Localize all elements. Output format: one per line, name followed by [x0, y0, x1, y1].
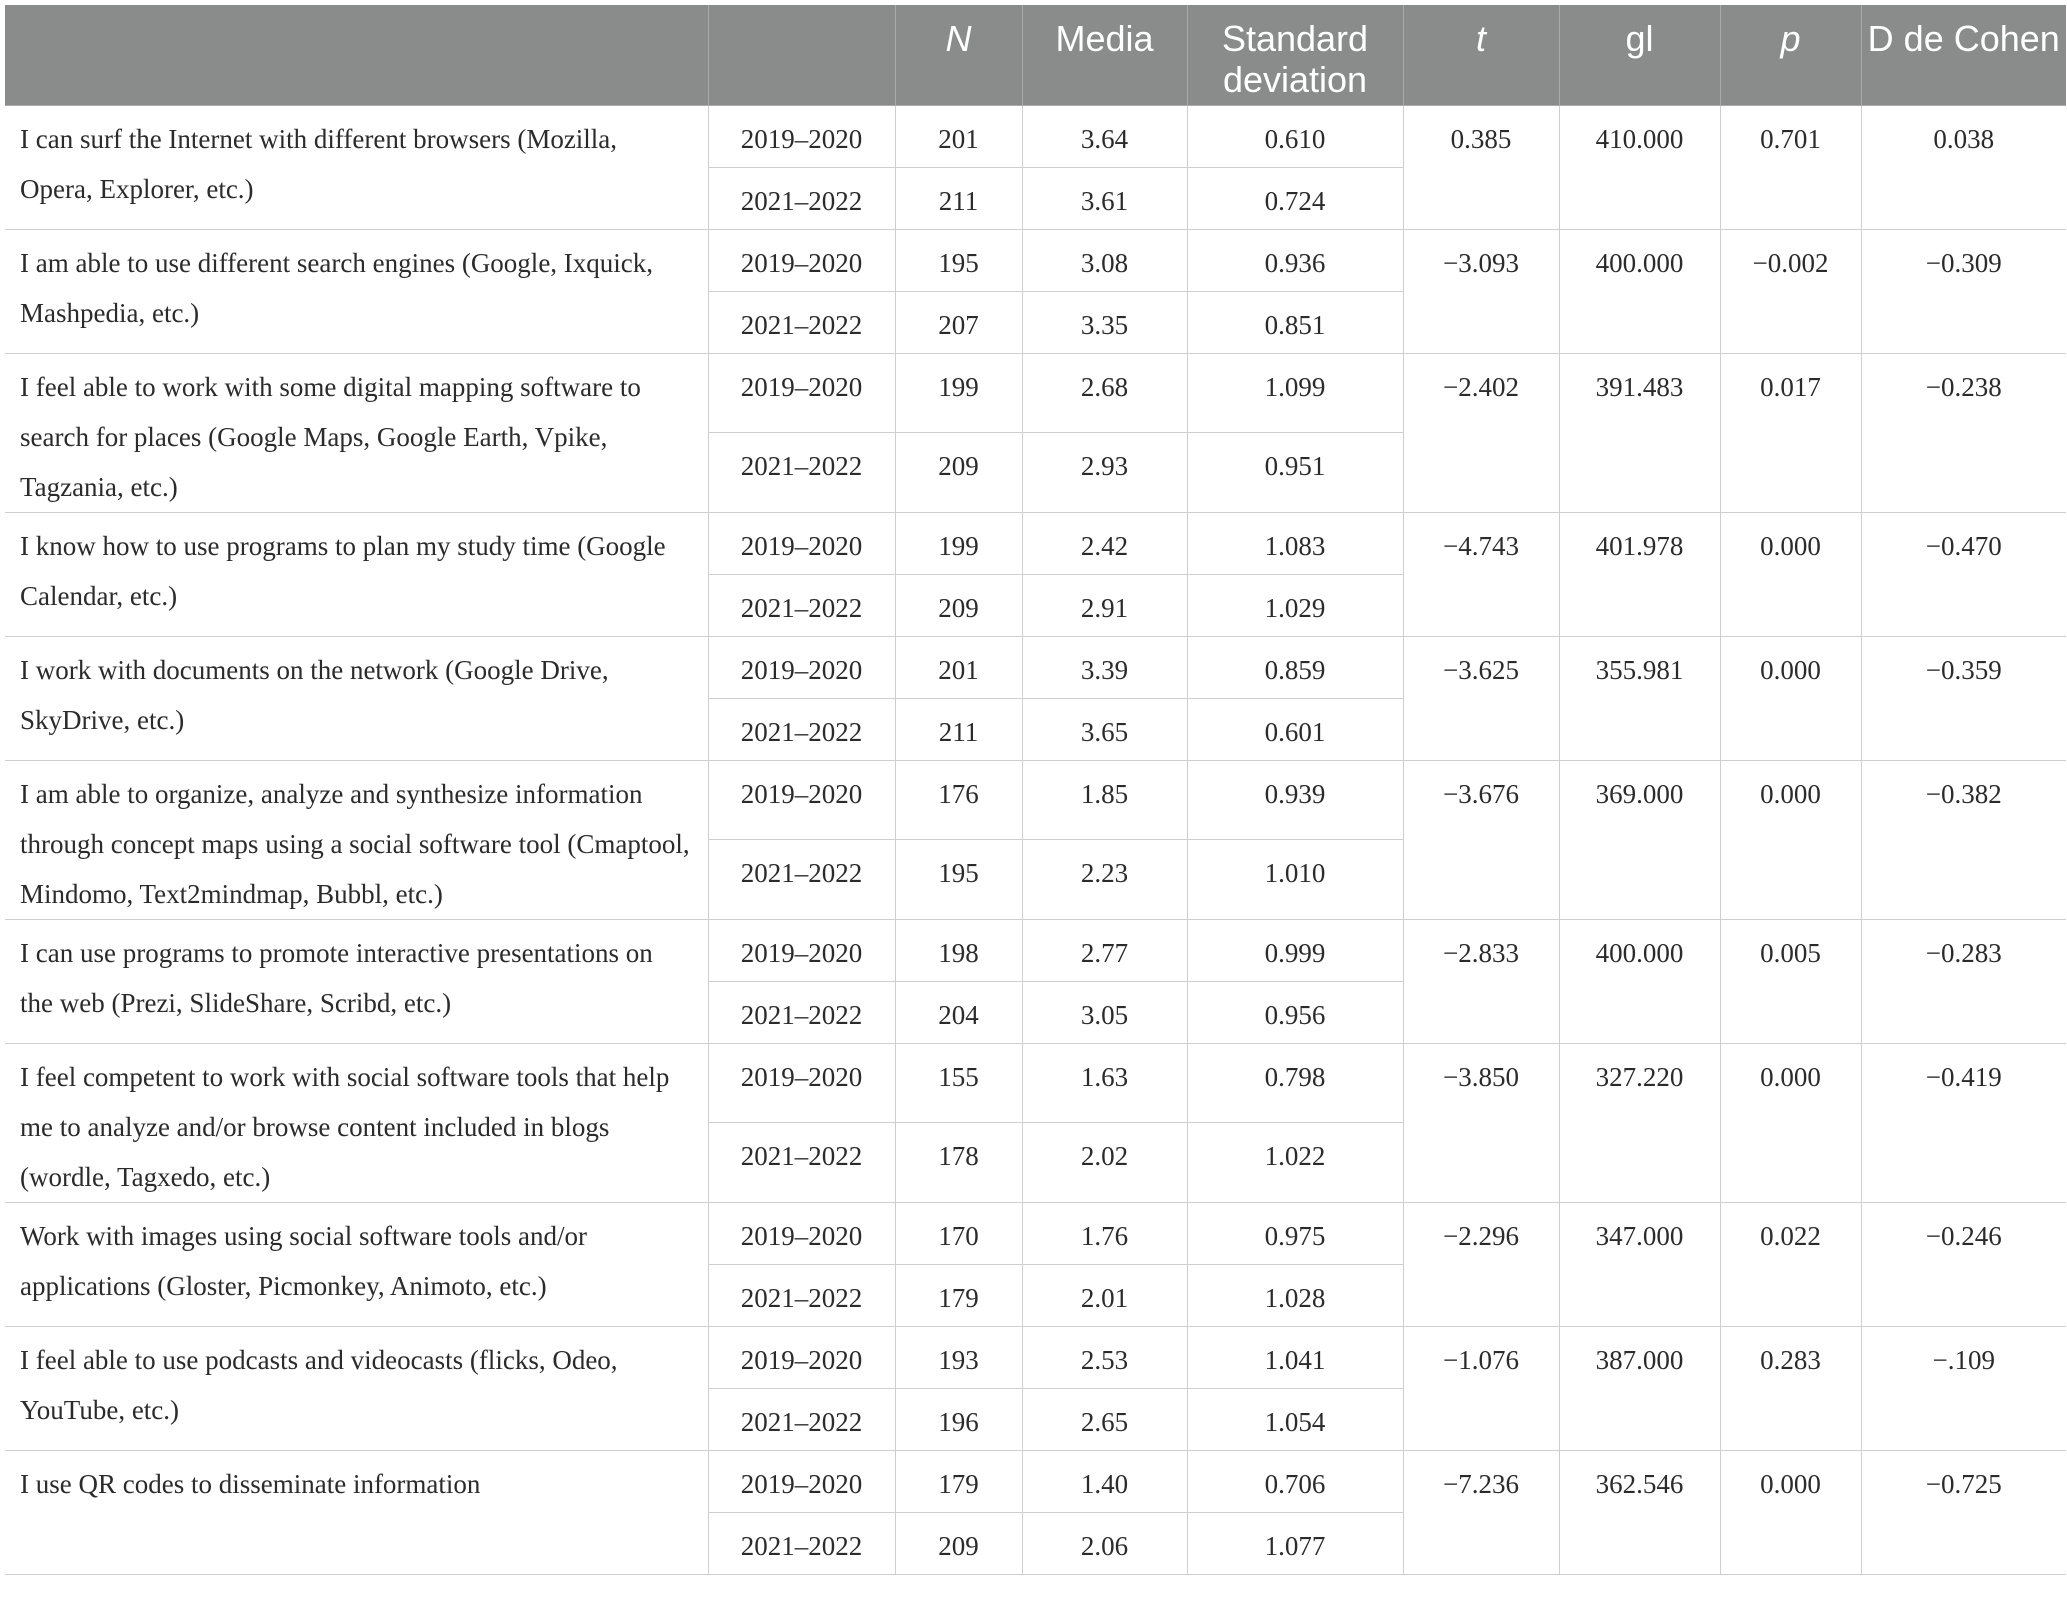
cohen-d-cell: −0.309 [1861, 229, 2066, 353]
gl-cell: 400.000 [1559, 919, 1720, 1043]
period-cell: 2021–2022 [708, 698, 895, 760]
n-cell: 178 [895, 1123, 1022, 1203]
n-cell: 211 [895, 167, 1022, 229]
period-cell: 2019–2020 [708, 760, 895, 840]
gl-cell: 327.220 [1559, 1043, 1720, 1202]
item-statement: I feel competent to work with social software tools that help me to analyze and/or browse content included in blogs (wordle, Tagxedo, etc.) [5, 1043, 708, 1202]
p-cell: 0.000 [1720, 1043, 1861, 1202]
n-cell: 199 [895, 512, 1022, 574]
item-statement: I use QR codes to disseminate information [5, 1450, 708, 1574]
p-cell: 0.000 [1720, 636, 1861, 760]
item-statement: I am able to organize, analyze and synthesize information through concept maps using a social software tool (Cmaptool, Mindomo, Text2mindmap, Bubbl, etc.) [5, 760, 708, 919]
media-cell: 2.53 [1022, 1326, 1187, 1388]
item-statement: Work with images using social software tools and/or applications (Gloster, Picmonkey, Animoto, etc.) [5, 1202, 708, 1326]
gl-cell: 401.978 [1559, 512, 1720, 636]
media-cell: 3.08 [1022, 229, 1187, 291]
period-cell: 2019–2020 [708, 512, 895, 574]
sd-cell: 0.951 [1187, 433, 1403, 513]
cohen-d-cell: −0.246 [1861, 1202, 2066, 1326]
n-cell: 155 [895, 1043, 1022, 1123]
period-cell: 2019–2020 [708, 105, 895, 167]
t-cell: −1.076 [1403, 1326, 1559, 1450]
sd-cell: 0.936 [1187, 229, 1403, 291]
n-cell: 201 [895, 636, 1022, 698]
t-cell: 0.385 [1403, 105, 1559, 229]
media-cell: 3.39 [1022, 636, 1187, 698]
period-cell: 2021–2022 [708, 167, 895, 229]
n-cell: 209 [895, 1512, 1022, 1574]
media-cell: 2.01 [1022, 1264, 1187, 1326]
n-cell: 199 [895, 353, 1022, 433]
n-cell: 198 [895, 919, 1022, 981]
n-cell: 170 [895, 1202, 1022, 1264]
period-cell: 2021–2022 [708, 574, 895, 636]
period-cell: 2019–2020 [708, 1043, 895, 1123]
sd-cell: 0.798 [1187, 1043, 1403, 1123]
n-cell: 201 [895, 105, 1022, 167]
media-cell: 3.61 [1022, 167, 1187, 229]
t-cell: −2.833 [1403, 919, 1559, 1043]
media-cell: 1.63 [1022, 1043, 1187, 1123]
header-media: Media [1022, 5, 1187, 105]
n-cell: 195 [895, 840, 1022, 920]
table-row [5, 1450, 2066, 1512]
media-cell: 2.93 [1022, 433, 1187, 513]
p-cell: 0.000 [1720, 1450, 1861, 1574]
period-cell: 2021–2022 [708, 1264, 895, 1326]
table-row [5, 636, 2066, 698]
sd-cell: 0.706 [1187, 1450, 1403, 1512]
period-cell: 2019–2020 [708, 919, 895, 981]
media-cell: 2.02 [1022, 1123, 1187, 1203]
n-cell: 209 [895, 433, 1022, 513]
table-row [5, 353, 2066, 433]
period-cell: 2021–2022 [708, 1512, 895, 1574]
media-cell: 2.42 [1022, 512, 1187, 574]
cohen-d-cell: −0.382 [1861, 760, 2066, 919]
item-statement: I feel able to use podcasts and videocasts (flicks, Odeo, YouTube, etc.) [5, 1326, 708, 1450]
header-p: p [1720, 5, 1861, 105]
n-cell: 207 [895, 291, 1022, 353]
cohen-d-cell: 0.038 [1861, 105, 2066, 229]
p-cell: 0.000 [1720, 760, 1861, 919]
table-row [5, 105, 2066, 167]
media-cell: 3.64 [1022, 105, 1187, 167]
header-standard-deviation: Standard deviation [1187, 5, 1403, 105]
cohen-d-cell: −.109 [1861, 1326, 2066, 1450]
media-cell: 2.68 [1022, 353, 1187, 433]
item-statement: I work with documents on the network (Google Drive, SkyDrive, etc.) [5, 636, 708, 760]
sd-cell: 1.022 [1187, 1123, 1403, 1203]
t-cell: −2.296 [1403, 1202, 1559, 1326]
header-period [708, 5, 895, 105]
table-header [5, 5, 2066, 105]
sd-cell: 1.099 [1187, 353, 1403, 433]
n-cell: 209 [895, 574, 1022, 636]
t-cell: −3.625 [1403, 636, 1559, 760]
header-gl: gl [1559, 5, 1720, 105]
t-cell: −3.676 [1403, 760, 1559, 919]
header-n: N [895, 5, 1022, 105]
gl-cell: 387.000 [1559, 1326, 1720, 1450]
sd-cell: 1.010 [1187, 840, 1403, 920]
period-cell: 2019–2020 [708, 1450, 895, 1512]
p-cell: 0.283 [1720, 1326, 1861, 1450]
cohen-d-cell: −0.359 [1861, 636, 2066, 760]
header-item [5, 5, 708, 105]
n-cell: 211 [895, 698, 1022, 760]
period-cell: 2021–2022 [708, 981, 895, 1043]
media-cell: 2.06 [1022, 1512, 1187, 1574]
results-table [5, 5, 2066, 1575]
sd-cell: 1.028 [1187, 1264, 1403, 1326]
period-cell: 2021–2022 [708, 840, 895, 920]
table-row [5, 512, 2066, 574]
n-cell: 176 [895, 760, 1022, 840]
table-row [5, 1202, 2066, 1264]
table-row [5, 1326, 2066, 1388]
n-cell: 193 [895, 1326, 1022, 1388]
p-cell: 0.017 [1720, 353, 1861, 512]
sd-cell: 1.029 [1187, 574, 1403, 636]
n-cell: 195 [895, 229, 1022, 291]
n-cell: 179 [895, 1264, 1022, 1326]
cohen-d-cell: −0.419 [1861, 1043, 2066, 1202]
item-statement: I feel able to work with some digital mapping software to search for places (Google Maps, Google Earth, Vpike, Tagzania, etc.) [5, 353, 708, 512]
cohen-d-cell: −0.470 [1861, 512, 2066, 636]
sd-cell: 0.975 [1187, 1202, 1403, 1264]
gl-cell: 391.483 [1559, 353, 1720, 512]
period-cell: 2019–2020 [708, 636, 895, 698]
period-cell: 2021–2022 [708, 1123, 895, 1203]
n-cell: 196 [895, 1388, 1022, 1450]
gl-cell: 347.000 [1559, 1202, 1720, 1326]
sd-cell: 1.041 [1187, 1326, 1403, 1388]
p-cell: 0.701 [1720, 105, 1861, 229]
media-cell: 3.65 [1022, 698, 1187, 760]
period-cell: 2021–2022 [708, 433, 895, 513]
t-cell: −3.093 [1403, 229, 1559, 353]
gl-cell: 410.000 [1559, 105, 1720, 229]
t-cell: −4.743 [1403, 512, 1559, 636]
media-cell: 1.85 [1022, 760, 1187, 840]
table-row [5, 919, 2066, 981]
sd-cell: 1.054 [1187, 1388, 1403, 1450]
media-cell: 3.05 [1022, 981, 1187, 1043]
gl-cell: 369.000 [1559, 760, 1720, 919]
period-cell: 2019–2020 [708, 229, 895, 291]
t-cell: −2.402 [1403, 353, 1559, 512]
sd-cell: 0.851 [1187, 291, 1403, 353]
n-cell: 179 [895, 1450, 1022, 1512]
p-cell: 0.005 [1720, 919, 1861, 1043]
sd-cell: 0.999 [1187, 919, 1403, 981]
media-cell: 1.76 [1022, 1202, 1187, 1264]
period-cell: 2019–2020 [708, 353, 895, 433]
item-statement: I can use programs to promote interactive presentations on the web (Prezi, SlideShare, Scribd, etc.) [5, 919, 708, 1043]
item-statement: I am able to use different search engines (Google, Ixquick, Mashpedia, etc.) [5, 229, 708, 353]
cohen-d-cell: −0.725 [1861, 1450, 2066, 1574]
cohen-d-cell: −0.238 [1861, 353, 2066, 512]
sd-cell: 0.724 [1187, 167, 1403, 229]
media-cell: 2.91 [1022, 574, 1187, 636]
period-cell: 2019–2020 [708, 1326, 895, 1388]
t-cell: −3.850 [1403, 1043, 1559, 1202]
cohen-d-cell: −0.283 [1861, 919, 2066, 1043]
sd-cell: 1.077 [1187, 1512, 1403, 1574]
media-cell: 2.77 [1022, 919, 1187, 981]
p-cell: 0.022 [1720, 1202, 1861, 1326]
n-cell: 204 [895, 981, 1022, 1043]
item-statement: I can surf the Internet with different browsers (Mozilla, Opera, Explorer, etc.) [5, 105, 708, 229]
sd-cell: 0.939 [1187, 760, 1403, 840]
table-body [5, 105, 2066, 1574]
table-row [5, 229, 2066, 291]
sd-cell: 0.859 [1187, 636, 1403, 698]
sd-cell: 0.956 [1187, 981, 1403, 1043]
p-cell: −0.002 [1720, 229, 1861, 353]
sd-cell: 1.083 [1187, 512, 1403, 574]
period-cell: 2021–2022 [708, 291, 895, 353]
gl-cell: 355.981 [1559, 636, 1720, 760]
media-cell: 2.23 [1022, 840, 1187, 920]
header-cohen-d: D de Cohen [1861, 5, 2066, 105]
header-row [5, 5, 2066, 105]
sd-cell: 0.601 [1187, 698, 1403, 760]
period-cell: 2021–2022 [708, 1388, 895, 1450]
header-t: t [1403, 5, 1559, 105]
item-statement: I know how to use programs to plan my study time (Google Calendar, etc.) [5, 512, 708, 636]
period-cell: 2019–2020 [708, 1202, 895, 1264]
t-cell: −7.236 [1403, 1450, 1559, 1574]
gl-cell: 362.546 [1559, 1450, 1720, 1574]
p-cell: 0.000 [1720, 512, 1861, 636]
media-cell: 2.65 [1022, 1388, 1187, 1450]
table-row [5, 760, 2066, 840]
gl-cell: 400.000 [1559, 229, 1720, 353]
media-cell: 3.35 [1022, 291, 1187, 353]
table-row [5, 1043, 2066, 1123]
media-cell: 1.40 [1022, 1450, 1187, 1512]
sd-cell: 0.610 [1187, 105, 1403, 167]
